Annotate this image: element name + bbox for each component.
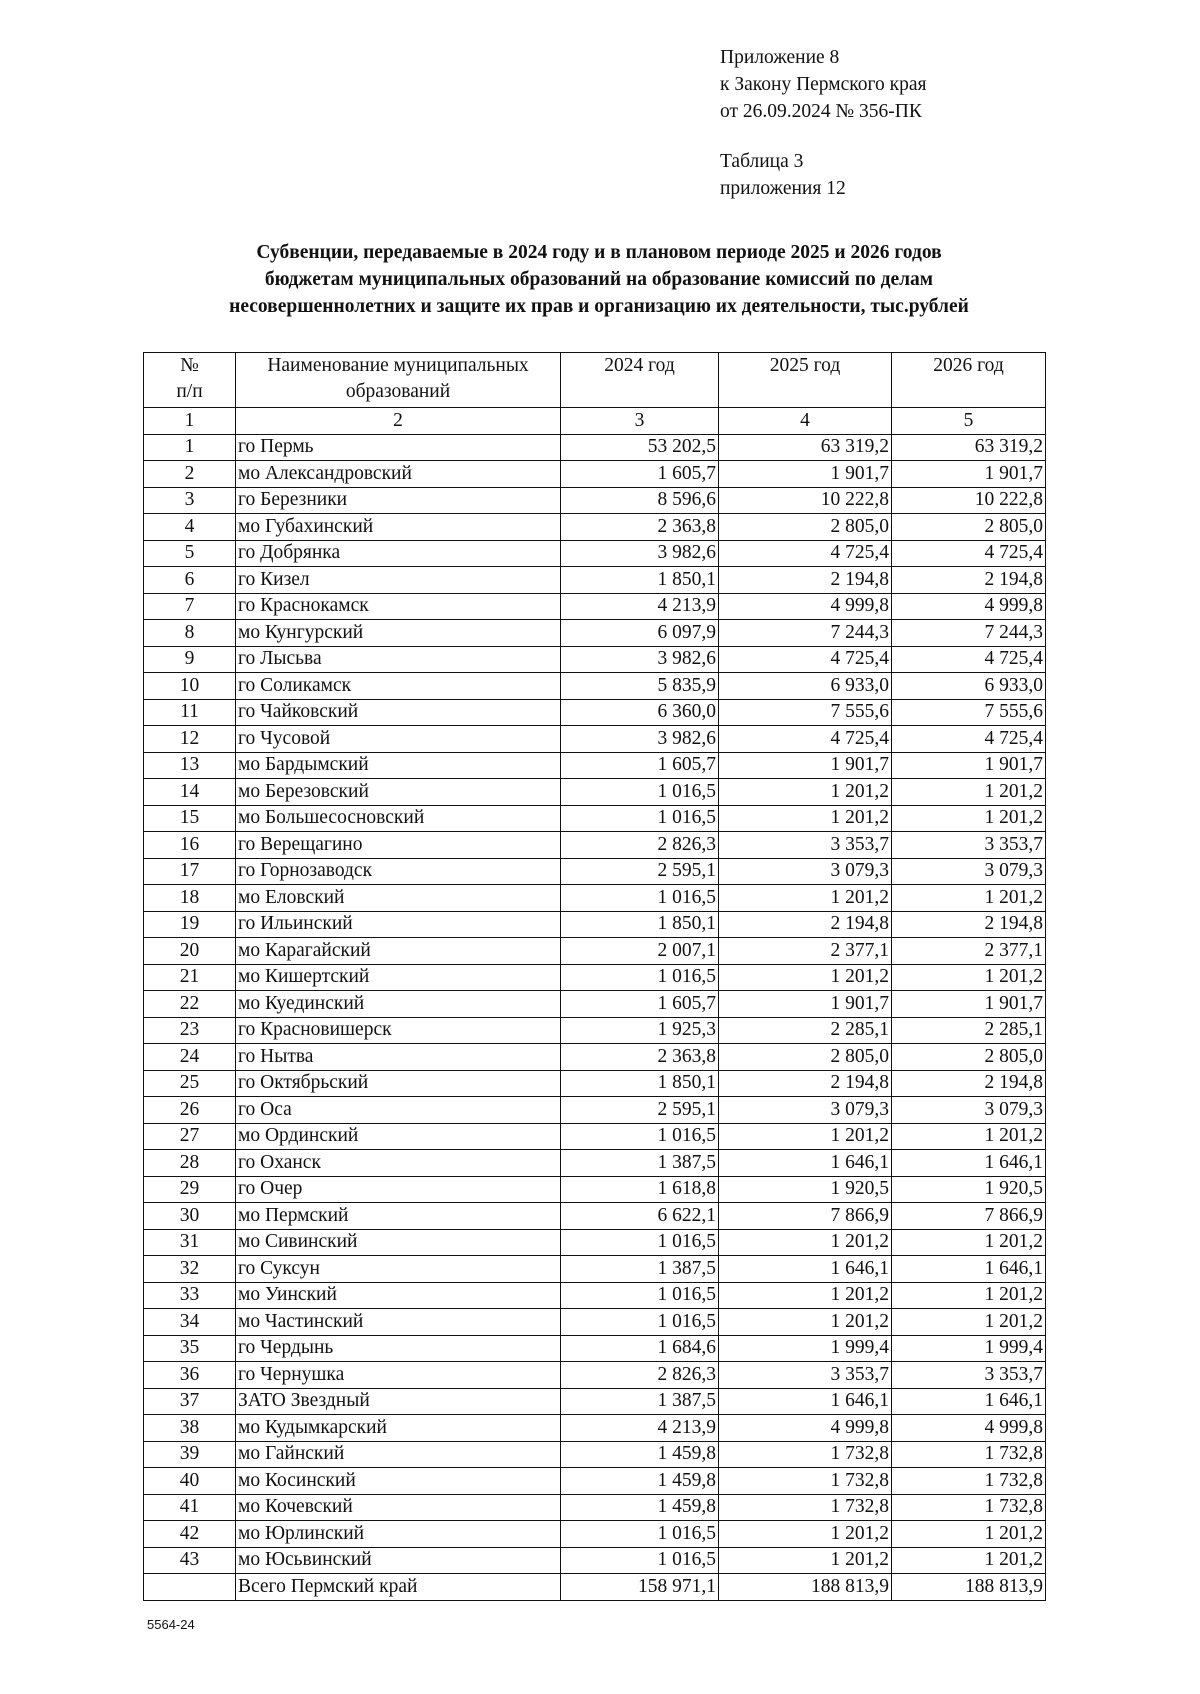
table-row — [144, 1521, 1046, 1548]
column-numbers-row — [144, 408, 1046, 435]
header-2024: 2024 год — [561, 353, 719, 408]
row-number: 39 — [144, 1441, 236, 1468]
value-2025: 1 901,7 — [719, 461, 892, 488]
value-2024: 2 363,8 — [561, 514, 719, 541]
row-number: 19 — [144, 911, 236, 938]
value-2025: 3 353,7 — [719, 1362, 892, 1389]
value-2024: 53 202,5 — [561, 434, 719, 461]
municipality-name: го Добрянка — [236, 540, 561, 567]
table-row — [144, 646, 1046, 673]
municipality-name: го Нытва — [236, 1044, 561, 1071]
value-2025: 1 201,2 — [719, 1547, 892, 1574]
value-2025: 7 866,9 — [719, 1203, 892, 1230]
municipality-name: го Очер — [236, 1176, 561, 1203]
value-2025: 3 079,3 — [719, 858, 892, 885]
municipality-name: мо Карагайский — [236, 938, 561, 965]
table-row — [144, 779, 1046, 806]
row-number: 33 — [144, 1282, 236, 1309]
header-2026: 2026 год — [892, 353, 1046, 408]
row-number — [144, 1574, 236, 1601]
municipality-name: мо Куединский — [236, 991, 561, 1018]
municipality-name: го Горнозаводск — [236, 858, 561, 885]
value-2025: 2 194,8 — [719, 1070, 892, 1097]
row-number: 4 — [144, 514, 236, 541]
table-row — [144, 1547, 1046, 1574]
value-2026: 1 901,7 — [892, 752, 1046, 779]
value-2024: 1 016,5 — [561, 1309, 719, 1336]
value-2024: 6 097,9 — [561, 620, 719, 647]
value-2025: 1 732,8 — [719, 1468, 892, 1495]
table-row — [144, 885, 1046, 912]
table-row — [144, 938, 1046, 965]
value-2026: 1 732,8 — [892, 1441, 1046, 1468]
row-number: 1 — [144, 434, 236, 461]
value-2025: 4 999,8 — [719, 1415, 892, 1442]
value-2024: 1 459,8 — [561, 1441, 719, 1468]
column-number: 2 — [236, 408, 561, 435]
table-row — [144, 1441, 1046, 1468]
value-2026: 2 377,1 — [892, 938, 1046, 965]
municipality-name: мо Александровский — [236, 461, 561, 488]
row-number: 31 — [144, 1229, 236, 1256]
row-number: 20 — [144, 938, 236, 965]
title-line-3: несовершеннолетних и защите их прав и организацию их деятельности, тыс.рублей — [229, 296, 969, 317]
value-2025: 1 732,8 — [719, 1494, 892, 1521]
value-2025: 1 201,2 — [719, 805, 892, 832]
value-2024: 1 459,8 — [561, 1468, 719, 1495]
value-2026: 1 901,7 — [892, 461, 1046, 488]
table-row — [144, 1309, 1046, 1336]
value-2025: 6 933,0 — [719, 673, 892, 700]
value-2026: 3 079,3 — [892, 858, 1046, 885]
municipality-name: го Оханск — [236, 1150, 561, 1177]
value-2026: 4 725,4 — [892, 540, 1046, 567]
value-2025: 2 805,0 — [719, 1044, 892, 1071]
row-number: 29 — [144, 1176, 236, 1203]
municipality-name: мо Березовский — [236, 779, 561, 806]
value-2026: 6 933,0 — [892, 673, 1046, 700]
value-2024: 1 925,3 — [561, 1017, 719, 1044]
row-number: 2 — [144, 461, 236, 488]
row-number: 25 — [144, 1070, 236, 1097]
table-row — [144, 540, 1046, 567]
row-number: 18 — [144, 885, 236, 912]
value-2025: 1 920,5 — [719, 1176, 892, 1203]
table-row — [144, 752, 1046, 779]
appendix-label: Приложение 8 — [720, 47, 840, 68]
value-2026: 1 201,2 — [892, 805, 1046, 832]
table-row — [144, 858, 1046, 885]
table-row — [144, 487, 1046, 514]
row-number: 7 — [144, 593, 236, 620]
value-2024: 1 850,1 — [561, 1070, 719, 1097]
value-2025: 2 194,8 — [719, 567, 892, 594]
table-row — [144, 593, 1046, 620]
value-2024: 1 618,8 — [561, 1176, 719, 1203]
value-2025: 63 319,2 — [719, 434, 892, 461]
value-2025: 2 805,0 — [719, 514, 892, 541]
row-number: 15 — [144, 805, 236, 832]
table-row — [144, 699, 1046, 726]
total-row — [144, 1574, 1046, 1601]
row-number: 14 — [144, 779, 236, 806]
document-code: 5564-24 — [147, 1617, 195, 1632]
value-2025: 1 646,1 — [719, 1388, 892, 1415]
value-2026: 2 805,0 — [892, 514, 1046, 541]
table-row — [144, 1229, 1046, 1256]
value-2024: 2 595,1 — [561, 1097, 719, 1124]
value-2026: 63 319,2 — [892, 434, 1046, 461]
municipality-name: го Кизел — [236, 567, 561, 594]
table-row — [144, 1150, 1046, 1177]
value-2025: 4 725,4 — [719, 646, 892, 673]
value-2026: 10 222,8 — [892, 487, 1046, 514]
value-2024: 4 213,9 — [561, 1415, 719, 1442]
row-number: 26 — [144, 1097, 236, 1124]
value-2025: 1 201,2 — [719, 1521, 892, 1548]
value-2024: 1 016,5 — [561, 1547, 719, 1574]
value-2024: 1 850,1 — [561, 911, 719, 938]
value-2024: 1 016,5 — [561, 1229, 719, 1256]
value-2024: 2 826,3 — [561, 1362, 719, 1389]
value-2024: 1 387,5 — [561, 1256, 719, 1283]
value-2026: 1 201,2 — [892, 964, 1046, 991]
table-row — [144, 1415, 1046, 1442]
row-number: 17 — [144, 858, 236, 885]
value-2024: 1 387,5 — [561, 1388, 719, 1415]
value-2025: 3 353,7 — [719, 832, 892, 859]
header-2025: 2025 год — [719, 353, 892, 408]
municipality-name: Всего Пермский край — [236, 1574, 561, 1601]
row-number: 13 — [144, 752, 236, 779]
value-2024: 1 605,7 — [561, 752, 719, 779]
value-2025: 1 646,1 — [719, 1150, 892, 1177]
table-row — [144, 832, 1046, 859]
value-2025: 1 201,2 — [719, 964, 892, 991]
value-2025: 1 201,2 — [719, 1309, 892, 1336]
value-2025: 1 201,2 — [719, 1282, 892, 1309]
value-2024: 1 016,5 — [561, 779, 719, 806]
value-2025: 1 201,2 — [719, 1123, 892, 1150]
value-2025: 7 244,3 — [719, 620, 892, 647]
municipality-name: мо Губахинский — [236, 514, 561, 541]
header-name-line-1: Наименование муниципальных — [267, 355, 529, 376]
table-row — [144, 1335, 1046, 1362]
value-2026: 1 201,2 — [892, 885, 1046, 912]
value-2025: 1 901,7 — [719, 991, 892, 1018]
value-2026: 1 732,8 — [892, 1494, 1046, 1521]
value-2026: 3 079,3 — [892, 1097, 1046, 1124]
value-2025: 3 079,3 — [719, 1097, 892, 1124]
municipality-name: ЗАТО Звездный — [236, 1388, 561, 1415]
value-2025: 4 725,4 — [719, 726, 892, 753]
row-number: 35 — [144, 1335, 236, 1362]
municipality-name: го Пермь — [236, 434, 561, 461]
value-2026: 1 201,2 — [892, 1521, 1046, 1548]
table-row — [144, 461, 1046, 488]
column-number: 1 — [144, 408, 236, 435]
value-2024: 1 016,5 — [561, 1521, 719, 1548]
value-2026: 7 866,9 — [892, 1203, 1046, 1230]
value-2024: 3 982,6 — [561, 540, 719, 567]
municipality-name: мо Уинский — [236, 1282, 561, 1309]
header-number-line-1: № — [180, 355, 199, 376]
value-2026: 2 285,1 — [892, 1017, 1046, 1044]
value-2024: 5 835,9 — [561, 673, 719, 700]
value-2025: 1 201,2 — [719, 779, 892, 806]
document-title — [140, 239, 1058, 320]
municipality-name: мо Гайнский — [236, 1441, 561, 1468]
municipality-name: го Чайковский — [236, 699, 561, 726]
municipality-name: го Чернушка — [236, 1362, 561, 1389]
table-row — [144, 1176, 1046, 1203]
value-2026: 1 646,1 — [892, 1388, 1046, 1415]
row-number: 34 — [144, 1309, 236, 1336]
row-number: 9 — [144, 646, 236, 673]
municipality-name: го Оса — [236, 1097, 561, 1124]
value-2025: 1 646,1 — [719, 1256, 892, 1283]
table-header-row — [144, 353, 1046, 408]
value-2024: 1 684,6 — [561, 1335, 719, 1362]
row-number: 32 — [144, 1256, 236, 1283]
value-2026: 1 732,8 — [892, 1468, 1046, 1495]
table-row — [144, 514, 1046, 541]
value-2024: 4 213,9 — [561, 593, 719, 620]
value-2024: 8 596,6 — [561, 487, 719, 514]
value-2026: 7 555,6 — [892, 699, 1046, 726]
value-2025: 4 725,4 — [719, 540, 892, 567]
value-2024: 1 387,5 — [561, 1150, 719, 1177]
row-number: 16 — [144, 832, 236, 859]
municipality-name: мо Частинский — [236, 1309, 561, 1336]
column-number: 5 — [892, 408, 1046, 435]
table-reference: Таблица 3 — [720, 151, 804, 172]
row-number: 21 — [144, 964, 236, 991]
value-2024: 2 826,3 — [561, 832, 719, 859]
municipality-name: го Березники — [236, 487, 561, 514]
subventions-table — [143, 352, 1046, 1601]
value-2024: 2 363,8 — [561, 1044, 719, 1071]
value-2024: 1 605,7 — [561, 461, 719, 488]
municipality-name: мо Косинский — [236, 1468, 561, 1495]
header-number — [144, 353, 236, 408]
value-2025: 7 555,6 — [719, 699, 892, 726]
value-2024: 1 605,7 — [561, 991, 719, 1018]
value-2026: 1 901,7 — [892, 991, 1046, 1018]
value-2026: 4 725,4 — [892, 726, 1046, 753]
value-2026: 4 725,4 — [892, 646, 1046, 673]
value-2025: 1 999,4 — [719, 1335, 892, 1362]
value-2024: 1 850,1 — [561, 567, 719, 594]
title-line-1: Субвенции, передаваемые в 2024 году и в плановом периоде 2025 и 2026 годов — [256, 242, 942, 263]
table-row — [144, 1282, 1046, 1309]
value-2026: 1 201,2 — [892, 1309, 1046, 1336]
header-name — [236, 353, 561, 408]
table-row — [144, 1203, 1046, 1230]
value-2025: 10 222,8 — [719, 487, 892, 514]
municipality-name: го Чусовой — [236, 726, 561, 753]
value-2026: 3 353,7 — [892, 1362, 1046, 1389]
municipality-name: го Ильинский — [236, 911, 561, 938]
value-2025: 2 194,8 — [719, 911, 892, 938]
row-number: 12 — [144, 726, 236, 753]
table-row — [144, 1468, 1046, 1495]
value-2024: 1 016,5 — [561, 964, 719, 991]
value-2024: 3 982,6 — [561, 726, 719, 753]
value-2026: 1 201,2 — [892, 1282, 1046, 1309]
value-2026: 2 194,8 — [892, 911, 1046, 938]
table-row — [144, 726, 1046, 753]
value-2026: 7 244,3 — [892, 620, 1046, 647]
municipality-name: го Суксун — [236, 1256, 561, 1283]
municipality-name: мо Сивинский — [236, 1229, 561, 1256]
table-body — [144, 434, 1046, 1600]
municipality-name: мо Бардымский — [236, 752, 561, 779]
row-number: 23 — [144, 1017, 236, 1044]
value-2026: 1 646,1 — [892, 1150, 1046, 1177]
table-row — [144, 1070, 1046, 1097]
law-reference: к Закону Пермского края — [720, 74, 927, 95]
municipality-name: го Октябрьский — [236, 1070, 561, 1097]
municipality-name: мо Юрлинский — [236, 1521, 561, 1548]
row-number: 28 — [144, 1150, 236, 1177]
law-date-number: от 26.09.2024 № 356-ПК — [720, 101, 922, 122]
row-number: 6 — [144, 567, 236, 594]
value-2024: 6 360,0 — [561, 699, 719, 726]
value-2026: 188 813,9 — [892, 1574, 1046, 1601]
value-2025: 1 201,2 — [719, 1229, 892, 1256]
value-2026: 3 353,7 — [892, 832, 1046, 859]
row-number: 30 — [144, 1203, 236, 1230]
value-2025: 188 813,9 — [719, 1574, 892, 1601]
value-2026: 1 646,1 — [892, 1256, 1046, 1283]
table-row — [144, 964, 1046, 991]
row-number: 8 — [144, 620, 236, 647]
value-2025: 1 732,8 — [719, 1441, 892, 1468]
row-number: 41 — [144, 1494, 236, 1521]
municipality-name: мо Кишертский — [236, 964, 561, 991]
value-2026: 4 999,8 — [892, 593, 1046, 620]
table-row — [144, 805, 1046, 832]
municipality-name: мо Кочевский — [236, 1494, 561, 1521]
municipality-name: го Соликамск — [236, 673, 561, 700]
column-number: 3 — [561, 408, 719, 435]
table-row — [144, 1362, 1046, 1389]
document-header — [720, 44, 926, 202]
table-row — [144, 1097, 1046, 1124]
table-row — [144, 620, 1046, 647]
table-row — [144, 1044, 1046, 1071]
municipality-name: го Верещагино — [236, 832, 561, 859]
value-2024: 158 971,1 — [561, 1574, 719, 1601]
title-line-2: бюджетам муниципальных образований на образование комиссий по делам — [264, 269, 934, 290]
municipality-name: мо Большесосновский — [236, 805, 561, 832]
column-number: 4 — [719, 408, 892, 435]
row-number: 36 — [144, 1362, 236, 1389]
value-2025: 2 285,1 — [719, 1017, 892, 1044]
row-number: 38 — [144, 1415, 236, 1442]
municipality-name: мо Юсьвинский — [236, 1547, 561, 1574]
value-2024: 2 595,1 — [561, 858, 719, 885]
row-number: 24 — [144, 1044, 236, 1071]
row-number: 3 — [144, 487, 236, 514]
value-2024: 1 016,5 — [561, 805, 719, 832]
municipality-name: го Чердынь — [236, 1335, 561, 1362]
value-2026: 1 201,2 — [892, 779, 1046, 806]
value-2024: 2 007,1 — [561, 938, 719, 965]
row-number: 42 — [144, 1521, 236, 1548]
row-number: 11 — [144, 699, 236, 726]
value-2024: 3 982,6 — [561, 646, 719, 673]
header-name-line-2: образований — [345, 381, 451, 402]
table-row — [144, 1017, 1046, 1044]
value-2024: 1 016,5 — [561, 885, 719, 912]
value-2025: 2 377,1 — [719, 938, 892, 965]
value-2025: 1 901,7 — [719, 752, 892, 779]
value-2026: 2 805,0 — [892, 1044, 1046, 1071]
table-row — [144, 1494, 1046, 1521]
value-2026: 1 920,5 — [892, 1176, 1046, 1203]
value-2026: 1 999,4 — [892, 1335, 1046, 1362]
row-number: 37 — [144, 1388, 236, 1415]
row-number: 22 — [144, 991, 236, 1018]
value-2026: 1 201,2 — [892, 1123, 1046, 1150]
value-2025: 1 201,2 — [719, 885, 892, 912]
value-2024: 1 459,8 — [561, 1494, 719, 1521]
municipality-name: мо Еловский — [236, 885, 561, 912]
value-2026: 1 201,2 — [892, 1229, 1046, 1256]
table-row — [144, 567, 1046, 594]
municipality-name: го Лысьва — [236, 646, 561, 673]
value-2024: 1 016,5 — [561, 1282, 719, 1309]
row-number: 5 — [144, 540, 236, 567]
value-2024: 1 016,5 — [561, 1123, 719, 1150]
value-2026: 2 194,8 — [892, 567, 1046, 594]
row-number: 10 — [144, 673, 236, 700]
municipality-name: мо Кудымкарский — [236, 1415, 561, 1442]
header-number-line-2: п/п — [176, 381, 203, 402]
table-row — [144, 1123, 1046, 1150]
table-row — [144, 673, 1046, 700]
appendix-reference: приложения 12 — [720, 178, 846, 199]
municipality-name: мо Кунгурский — [236, 620, 561, 647]
row-number: 40 — [144, 1468, 236, 1495]
value-2025: 4 999,8 — [719, 593, 892, 620]
table-row — [144, 911, 1046, 938]
municipality-name: мо Ординский — [236, 1123, 561, 1150]
table-row — [144, 1256, 1046, 1283]
table-row — [144, 1388, 1046, 1415]
value-2026: 4 999,8 — [892, 1415, 1046, 1442]
municipality-name: мо Пермский — [236, 1203, 561, 1230]
municipality-name: го Краснокамск — [236, 593, 561, 620]
table-row — [144, 991, 1046, 1018]
row-number: 27 — [144, 1123, 236, 1150]
row-number: 43 — [144, 1547, 236, 1574]
value-2024: 6 622,1 — [561, 1203, 719, 1230]
table-row — [144, 434, 1046, 461]
header-spacer — [720, 125, 926, 148]
municipality-name: го Красновишерск — [236, 1017, 561, 1044]
value-2026: 1 201,2 — [892, 1547, 1046, 1574]
value-2026: 2 194,8 — [892, 1070, 1046, 1097]
